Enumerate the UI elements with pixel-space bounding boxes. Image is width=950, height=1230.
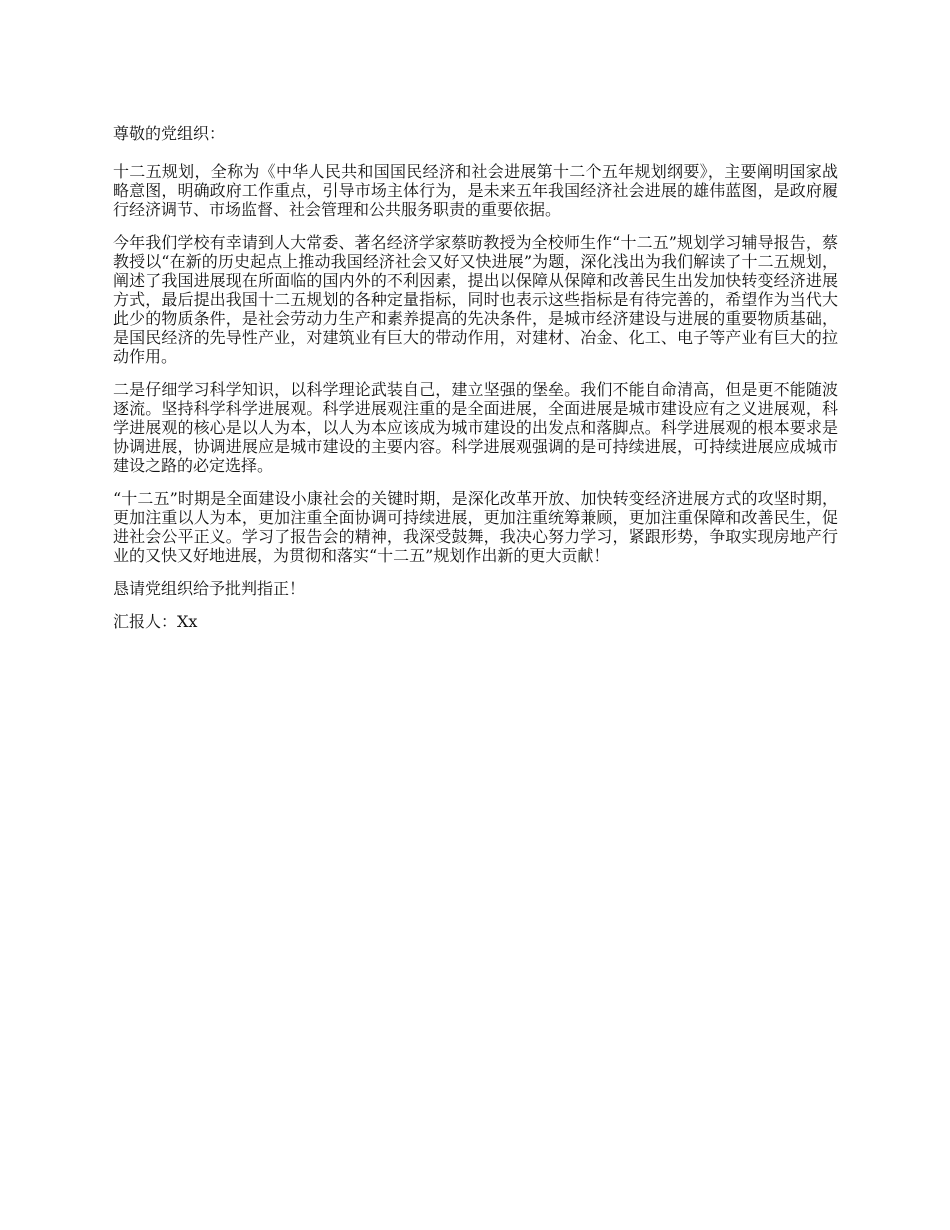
signature: 汇报人：Xx bbox=[113, 612, 198, 631]
salutation: 尊敬的党组织： bbox=[113, 124, 226, 143]
paragraph-2: 今年我们学校有幸请到人大常委、著名经济学家蔡昉教授为全校师生作“十二五”规划学习辅导报告，蔡教授以“在新的历史起点上推动我国经济社会又好又快进展”为题，深化浅出为我们解读了十二五规划，阐述了我国进展现在所面临的国内外的不利因素，提出以保障从保障和改善民生出发加快转变经济进展方式，最后提出我国十二五规划的各种定量指标，同时也表示这些指标是有待完善的，希望作为当代大此少的物质条件，是社会劳动力生产和素养提高的先决条件，是城市经济建设与进展的重要物质基础，是国民经济的先导性产业，对建筑业有巨大的带动作用，对建材、冶金、化工、电子等产业有巨大的拉动作用。 bbox=[113, 233, 838, 366]
document-body bbox=[113, 124, 838, 645]
paragraph-3: 二是仔细学习科学知识，以科学理论武装自己，建立坚强的堡垒。我们不能自命清高，但是更不能随波逐流。坚持科学科学进展观。科学进展观注重的是全面进展，全面进展是城市建设应有之义进展观，科学进展观的核心是以人为本，以人为本应该成为城市建设的出发点和落脚点。科学进展观的根本要求是协调进展，协调进展应是城市建设的主要内容。科学进展观强调的是可持续进展，可持续进展应成城市建设之路的必定选择。 bbox=[113, 380, 838, 475]
paragraph-4: “十二五”时期是全面建设小康社会的关键时期，是深化改革开放、加快转变经济进展方式的攻坚时期，更加注重以人为本，更加注重全面协调可持续进展，更加注重统筹兼顾，更加注重保障和改善民生，促进社会公平正义。学习了报告会的精神，我深受鼓舞，我决心努力学习，紧跟形势，争取实现房地产行业的又快又好地进展，为贯彻和落实“十二五”规划作出新的更大贡献！ bbox=[113, 489, 838, 565]
paragraph-1: 十二五规划，全称为《中华人民共和国国民经济和社会进展第十二个五年规划纲要》，主要阐明国家战略意图，明确政府工作重点，引导市场主体行为，是未来五年我国经济社会进展的雄伟蓝图，是政府履行经济调节、市场监督、社会管理和公共服务职责的重要依据。 bbox=[113, 162, 838, 219]
closing-line: 恳请党组织给予批判指正！ bbox=[113, 579, 306, 598]
